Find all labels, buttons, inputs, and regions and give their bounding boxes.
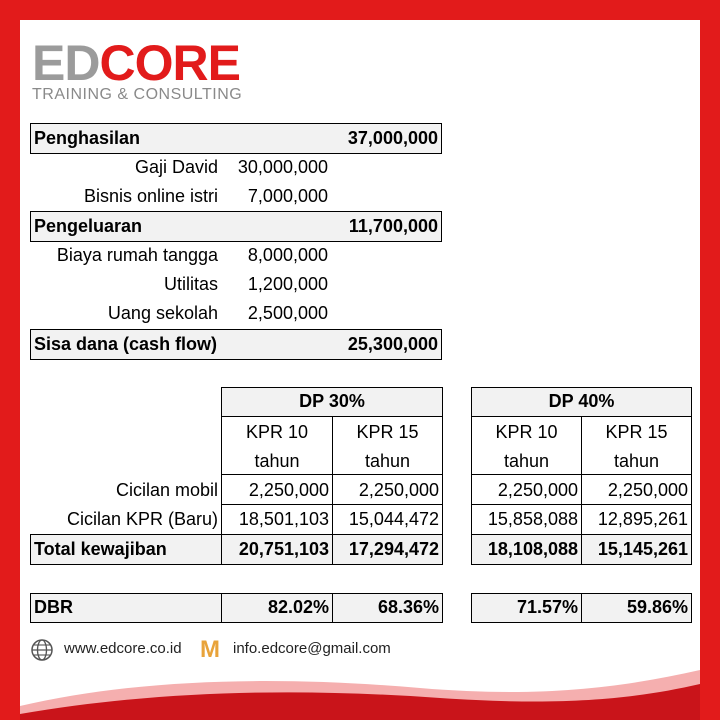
dbr-cell: 71.57%: [516, 597, 578, 617]
email-link[interactable]: info.edcore@gmail.com: [233, 640, 391, 657]
expense-item-label: Utilitas: [163, 274, 218, 294]
loan-cell: 2,250,000: [248, 480, 329, 500]
income-item-value: 30,000,000: [237, 157, 328, 177]
edcore-logo: [32, 35, 332, 108]
income-item-label: Bisnis online istri: [83, 186, 218, 206]
loan-cell: 2,250,000: [497, 480, 578, 500]
globe-icon: [30, 638, 54, 662]
income-item-value: 7,000,000: [247, 186, 328, 206]
logo-wordmark: [32, 35, 332, 91]
dp30-header: DP 30%: [299, 391, 365, 411]
dbr-cell: 82.02%: [267, 597, 329, 617]
col-header-line2: tahun: [503, 451, 550, 471]
cashflow-label: Sisa dana (cash flow): [34, 334, 218, 354]
income-item-label: Gaji David: [134, 157, 218, 177]
loan-cell: 15,044,472: [348, 509, 439, 529]
loan-cell: 12,895,261: [597, 509, 688, 529]
col-header-line1: KPR 10: [495, 422, 558, 442]
col-header-line1: KPR 15: [356, 422, 419, 442]
loan-cell: 2,250,000: [358, 480, 439, 500]
dbr-cell: 59.86%: [626, 597, 688, 617]
loan-row-label: Cicilan mobil: [115, 480, 218, 500]
col-header-line1: KPR 15: [605, 422, 668, 442]
expense-item-label: Biaya rumah tangga: [56, 245, 218, 265]
loan-cell: 2,250,000: [607, 480, 688, 500]
col-header-line2: tahun: [254, 451, 300, 471]
website-link[interactable]: www.edcore.co.id: [64, 640, 182, 657]
expense-total: 11,700,000: [348, 216, 438, 236]
total-label: Total kewajiban: [34, 539, 167, 559]
dp40-header: DP 40%: [548, 391, 615, 411]
income-total: 37,000,000: [347, 128, 438, 148]
footer-contact: [20, 632, 700, 692]
income-header: Penghasilan: [34, 128, 141, 148]
col-header-line2: tahun: [613, 451, 660, 471]
total-cell: 15,145,261: [597, 539, 688, 559]
dbr-label: DBR: [34, 597, 73, 617]
logo-core: CORE: [99, 35, 240, 91]
total-cell: 17,294,472: [348, 539, 439, 559]
cashflow-value: 25,300,000: [347, 334, 438, 354]
logo-ed: ED: [32, 35, 100, 91]
expense-header: Pengeluaran: [34, 216, 143, 236]
content-card: [20, 20, 700, 720]
mail-icon: M: [200, 636, 220, 663]
expense-item-value: 1,200,000: [247, 274, 328, 294]
total-cell: 20,751,103: [238, 539, 329, 559]
logo-subtitle: TRAINING & CONSULTING: [32, 86, 243, 103]
total-cell: 18,108,088: [487, 539, 578, 559]
loan-cell: 15,858,088: [487, 509, 578, 529]
loan-row-label: Cicilan KPR (Baru): [66, 509, 218, 529]
expense-item-label: Uang sekolah: [107, 303, 218, 323]
expense-item-value: 2,500,000: [247, 303, 328, 323]
col-header-line2: tahun: [364, 451, 411, 471]
dbr-cell: 68.36%: [377, 597, 439, 617]
expense-item-value: 8,000,000: [247, 245, 328, 265]
loan-cell: 18,501,103: [238, 509, 329, 529]
col-header-line1: KPR 10: [245, 422, 309, 442]
